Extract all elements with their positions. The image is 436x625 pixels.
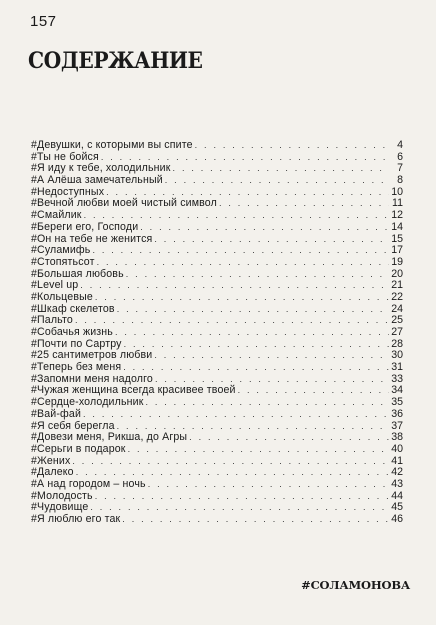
toc-dot-leader <box>95 292 389 304</box>
toc-entry-page: 27 <box>391 326 403 338</box>
toc-entry-title: #Недоступных <box>31 185 105 198</box>
toc-entry-page: 12 <box>391 209 403 222</box>
toc-entry-title: #Теперь без меня <box>31 361 122 374</box>
toc-entry-title: #Чужая женщина всегда красивее твоей <box>31 384 236 397</box>
toc-entry-title: #Я иду к тебе, холодильник <box>31 162 171 175</box>
toc-entry-title: #Смайлик <box>31 209 82 222</box>
toc-dot-leader <box>148 479 389 491</box>
toc-entry-page: 28 <box>391 337 403 350</box>
toc-dot-leader <box>115 327 389 339</box>
toc-entry-page: 8 <box>397 174 403 187</box>
toc-entry <box>31 292 403 304</box>
toc-entry <box>31 456 403 468</box>
toc-entry-page: 25 <box>391 314 403 327</box>
toc-entry-title: #Запомни меня надолго <box>31 372 153 385</box>
toc-entry-title: #Ты не бойся <box>31 150 99 163</box>
toc-entry-title: #Пальто <box>31 314 73 327</box>
toc-dot-leader <box>189 432 389 444</box>
toc-entry-title: #Он на тебе не женится <box>31 232 153 245</box>
toc-entry <box>31 397 403 409</box>
toc-entry-page: 36 <box>391 407 403 420</box>
toc-entry-title: #Вай-фай <box>31 407 82 420</box>
toc-entry-title: #Вечной любви моей чистый символ <box>31 197 217 210</box>
toc-entry-title: #Я себя берегла <box>31 419 115 432</box>
toc-entry-page: 41 <box>391 454 403 467</box>
toc-dot-leader <box>195 140 389 152</box>
table-of-contents <box>31 140 403 526</box>
toc-entry <box>31 198 403 210</box>
toc-dot-leader <box>154 350 389 362</box>
page-number: 157 <box>30 13 57 30</box>
toc-dot-leader <box>123 362 389 374</box>
toc-entry-title: #Суламифь <box>31 244 91 257</box>
toc-entry <box>31 175 403 187</box>
toc-entry <box>31 222 403 234</box>
toc-entry-title: #А над городом – ночь <box>31 477 146 490</box>
toc-entry-title: #Кольцевые <box>31 290 93 303</box>
toc-entry-page: 44 <box>391 489 403 502</box>
toc-entry-page: 21 <box>391 279 403 292</box>
toc-entry-title: #Чудовище <box>31 501 89 514</box>
toc-entry-page: 30 <box>391 349 403 362</box>
toc-dot-leader <box>219 198 389 210</box>
toc-dot-leader <box>124 339 389 351</box>
toc-dot-leader <box>126 269 389 281</box>
toc-entry-title: #Сердце-холодильник <box>31 396 144 409</box>
toc-entry-page: 42 <box>391 466 403 479</box>
toc-entry <box>31 304 403 316</box>
toc-entry-title: #Серьги в подарок <box>31 442 126 455</box>
toc-entry-title: #Молодость <box>31 489 93 502</box>
toc-entry-title: #Шкаф скелетов <box>31 302 115 315</box>
toc-entry-page: 40 <box>391 442 403 455</box>
toc-entry <box>31 327 403 339</box>
toc-dot-leader <box>128 444 389 456</box>
toc-entry-page: 11 <box>392 197 403 210</box>
toc-entry-title: #Большая любовь <box>31 267 124 280</box>
toc-entry <box>31 514 403 526</box>
toc-entry <box>31 362 403 374</box>
toc-entry-page: 35 <box>391 396 403 409</box>
author-brand: #СОЛАМОНОВА <box>301 578 410 592</box>
toc-entry <box>31 140 403 152</box>
toc-entry-page: 24 <box>391 302 403 315</box>
toc-entry-page: 38 <box>391 431 403 444</box>
toc-entry-page: 14 <box>391 220 403 233</box>
toc-entry <box>31 269 403 281</box>
toc-entry-title: #25 сантиметров любви <box>31 349 153 362</box>
toc-entry-page: 34 <box>391 384 403 397</box>
toc-dot-leader <box>92 245 389 257</box>
toc-entry-page: 33 <box>391 372 403 385</box>
toc-dot-leader <box>72 456 389 468</box>
toc-entry-page: 37 <box>391 419 403 432</box>
toc-entry-title: #Стопятьсот <box>31 255 95 268</box>
toc-dot-leader <box>122 514 389 526</box>
toc-entry-title: #Жених <box>31 454 71 467</box>
toc-entry <box>31 257 403 269</box>
toc-entry-title: #Я люблю его так <box>31 513 121 525</box>
toc-dot-leader <box>117 304 389 316</box>
toc-entry-title: #Level up <box>31 279 79 292</box>
toc-entry-title: #Девушки, с которыми вы спите <box>31 139 193 151</box>
toc-entry-page: 10 <box>391 185 403 198</box>
toc-entry-page: 20 <box>391 267 403 280</box>
toc-entry-page: 19 <box>391 255 403 268</box>
toc-entry-title: #А Алёша замечательный <box>31 174 163 187</box>
toc-dot-leader <box>145 397 389 409</box>
toc-dot-leader <box>83 409 389 421</box>
toc-dot-leader <box>95 491 389 503</box>
toc-entry-title: #Береги его, Господи <box>31 220 139 233</box>
toc-entry <box>31 479 403 491</box>
toc-entry-page: 6 <box>397 150 403 163</box>
toc-entry <box>31 444 403 456</box>
toc-entry-page: 46 <box>391 513 403 525</box>
toc-entry-title: #Далеко <box>31 466 74 479</box>
toc-entry-title: #Почти по Сартру <box>31 337 122 350</box>
toc-entry-page: 4 <box>397 139 403 151</box>
toc-entry-page: 7 <box>397 162 403 175</box>
toc-entry-page: 22 <box>391 290 403 303</box>
toc-dot-leader <box>80 280 389 292</box>
toc-dot-leader <box>97 257 389 269</box>
toc-entry-title: #Довези меня, Рикша, до Агры <box>31 431 188 444</box>
toc-entry-page: 15 <box>391 232 403 245</box>
toc-dot-leader <box>154 234 389 246</box>
toc-dot-leader <box>75 315 389 327</box>
toc-entry-page: 31 <box>391 361 403 374</box>
toc-entry <box>31 409 403 421</box>
toc-dot-leader <box>173 163 389 175</box>
toc-entry-title: #Собачья жизнь <box>31 326 113 338</box>
page-title: СОДЕРЖАНИЕ <box>28 48 203 74</box>
toc-dot-leader <box>238 385 389 397</box>
toc-dot-leader <box>165 175 389 187</box>
toc-dot-leader <box>90 502 389 514</box>
toc-dot-leader <box>140 222 389 234</box>
toc-entry-page: 17 <box>391 244 403 257</box>
toc-entry-page: 43 <box>391 477 403 490</box>
toc-entry-page: 45 <box>391 501 403 514</box>
